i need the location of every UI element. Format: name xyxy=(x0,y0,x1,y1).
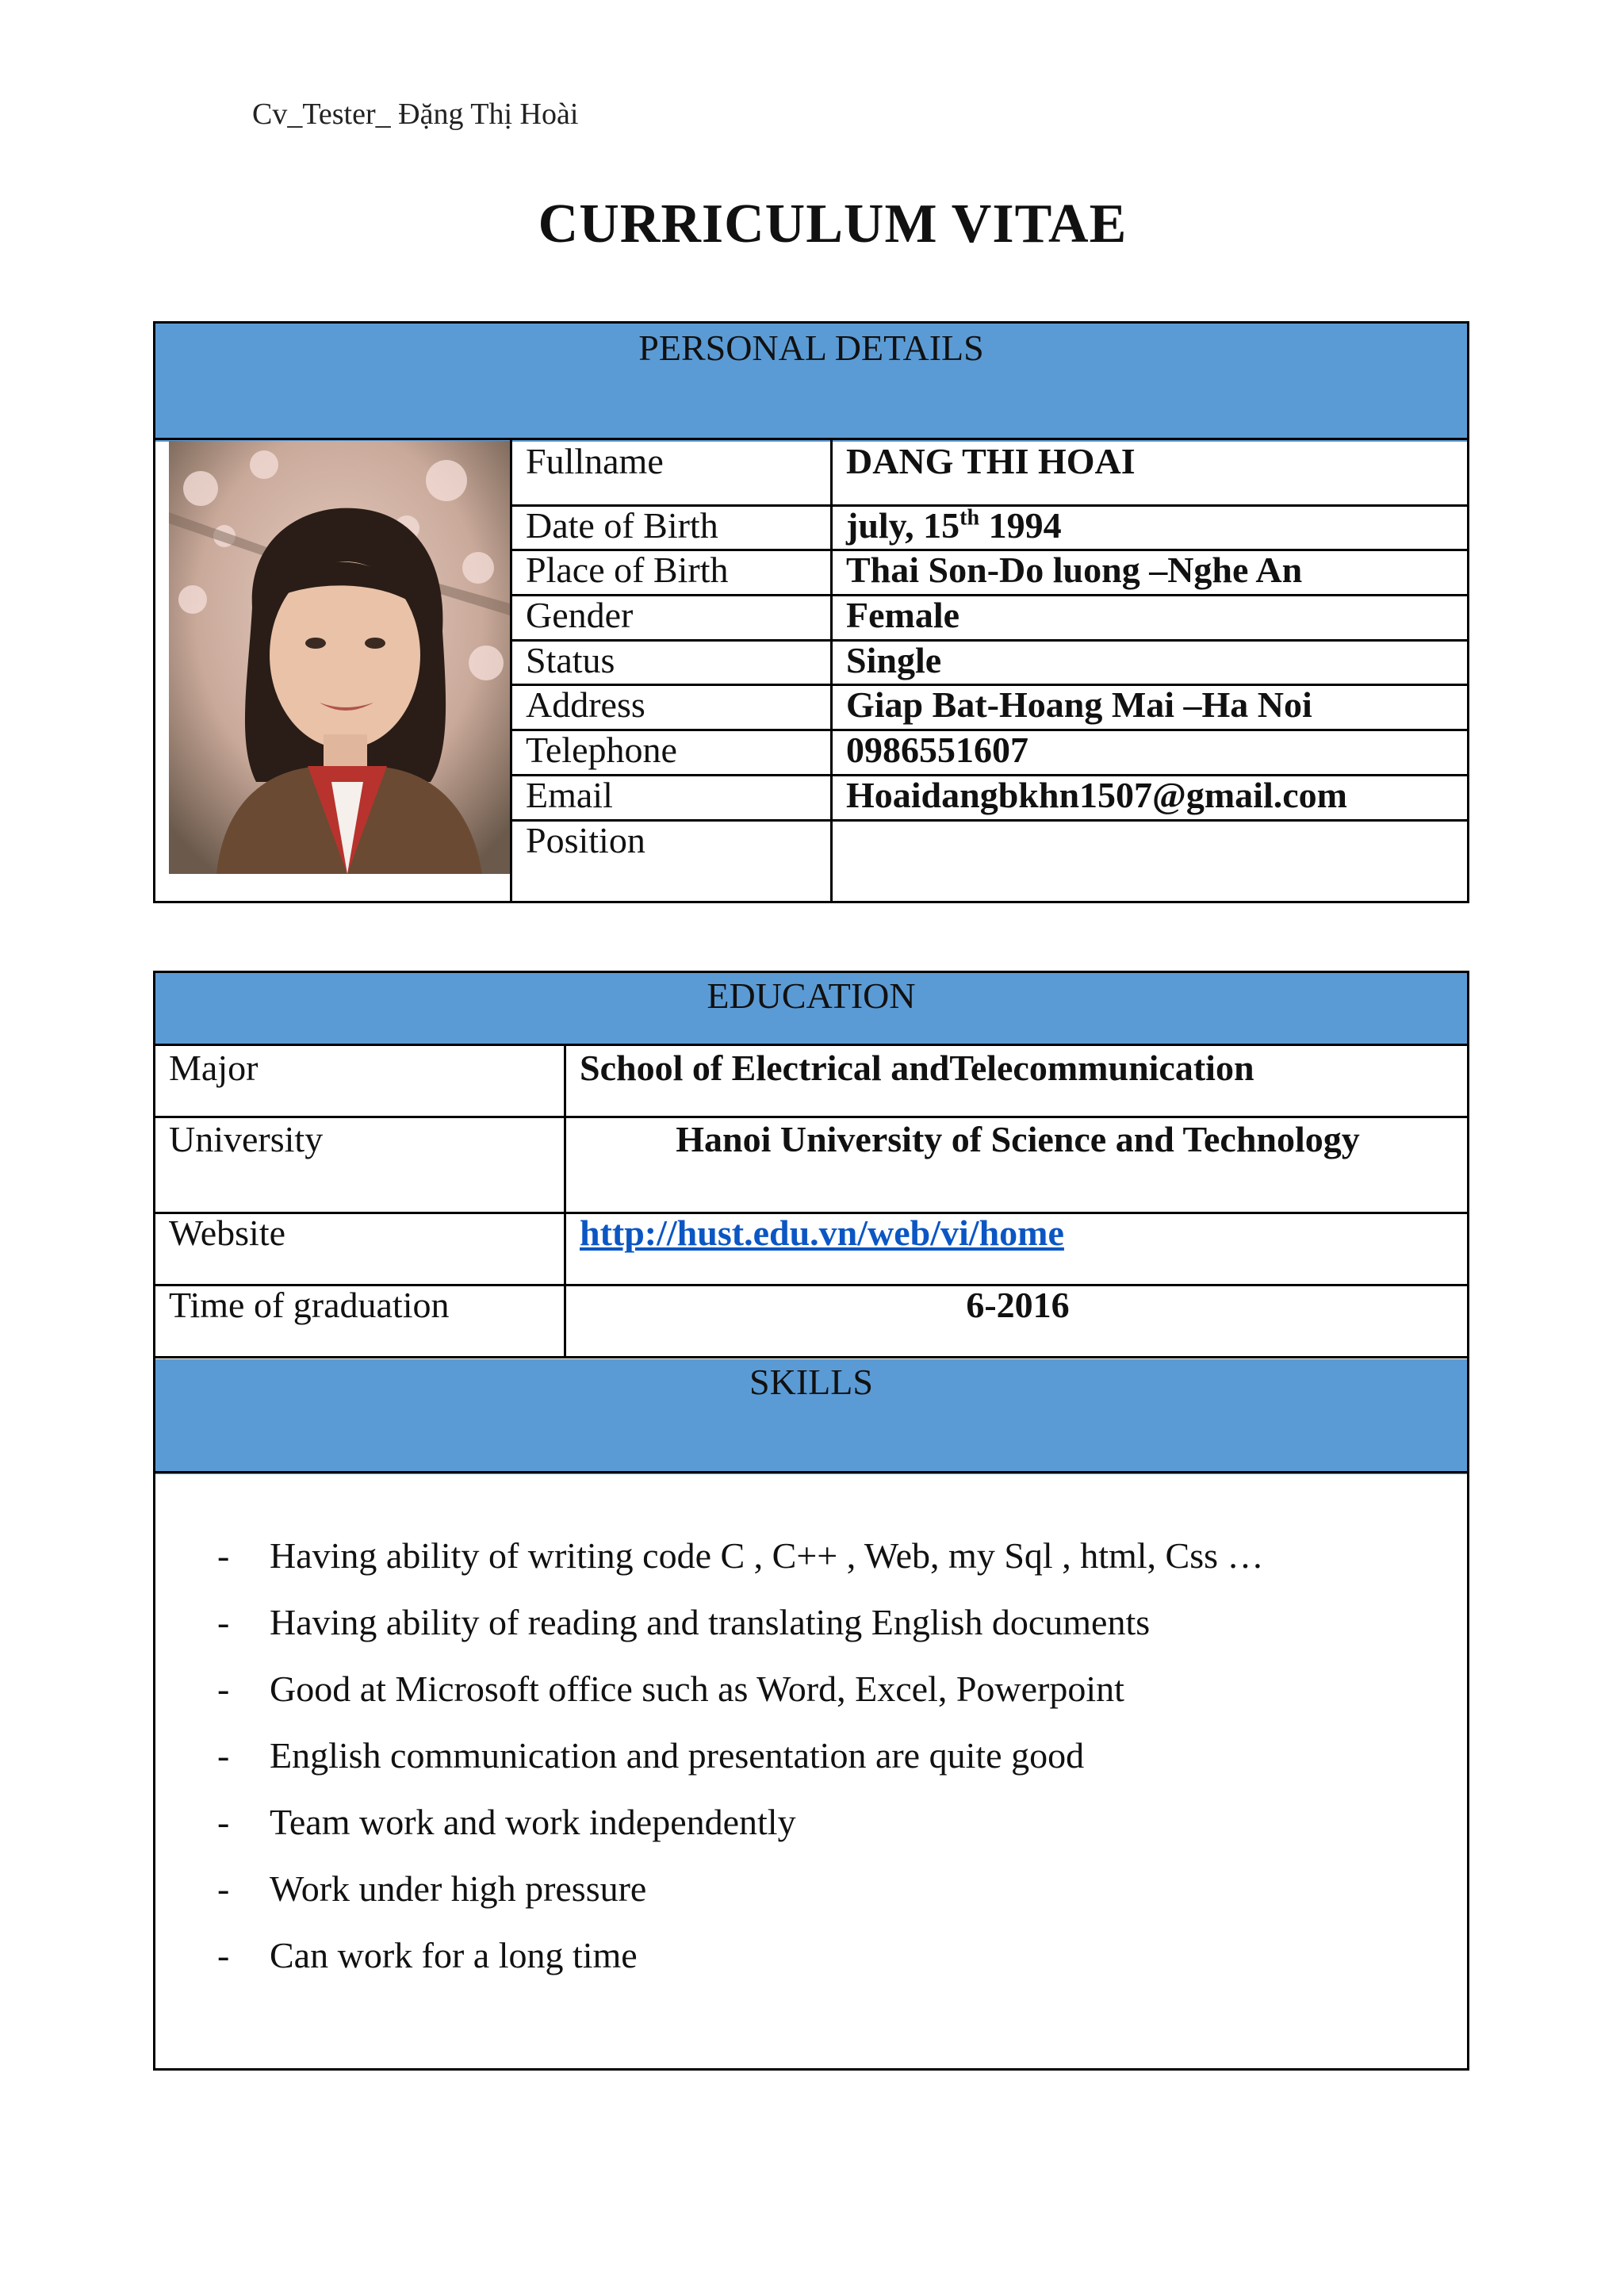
gender-label: Gender xyxy=(526,595,634,635)
dob-value xyxy=(846,504,1062,546)
page-title: CURRICULUM VITAE xyxy=(538,193,1128,255)
bullet-dash: - xyxy=(217,1802,230,1842)
skill-text: Can work for a long time xyxy=(270,1935,638,1975)
list-item xyxy=(213,1523,1264,1589)
education-title: EDUCATION xyxy=(707,975,916,1016)
bullet-dash: - xyxy=(217,1868,230,1909)
address-value: Giap Bat-Hoang Mai –Ha Noi xyxy=(846,684,1312,725)
bullet-dash: - xyxy=(217,1535,230,1576)
bullet-dash: - xyxy=(217,1935,230,1975)
website-label: Website xyxy=(169,1213,286,1253)
list-item xyxy=(213,1589,1264,1656)
education-header xyxy=(155,973,1467,1046)
skill-text: Team work and work independently xyxy=(270,1802,796,1842)
skills-header xyxy=(155,1359,1467,1474)
list-item xyxy=(213,1722,1264,1789)
profile-photo xyxy=(169,441,510,874)
graduation-value: 6-2016 xyxy=(966,1285,1070,1325)
list-item xyxy=(213,1856,1264,1922)
list-item xyxy=(213,1656,1264,1722)
skill-text: Having ability of writing code C , C++ , Web, my Sql , html, Css … xyxy=(270,1535,1264,1576)
dob-label: Date of Birth xyxy=(526,505,718,546)
bullet-dash: - xyxy=(217,1669,230,1709)
skill-text: Good at Microsoft office such as Word, Excel, Powerpoint xyxy=(270,1669,1124,1709)
place-of-birth-value: Thai Son-Do luong –Nghe An xyxy=(846,550,1303,590)
page-header: Cv_Tester_ Đặng Thị Hoài xyxy=(252,98,579,131)
major-value: School of Electrical andTelecommunication xyxy=(580,1048,1254,1088)
dob-value-year: 1994 xyxy=(979,505,1062,546)
skill-text: English communication and presentation are quite good xyxy=(270,1735,1085,1776)
graduation-label: Time of graduation xyxy=(169,1285,450,1325)
website-cell xyxy=(580,1212,1064,1254)
dob-value-sup: th xyxy=(959,505,980,531)
bullet-dash: - xyxy=(217,1602,230,1642)
position-label: Position xyxy=(526,820,645,860)
website-link[interactable]: http://hust.edu.vn/web/vi/home xyxy=(580,1213,1064,1253)
telephone-label: Telephone xyxy=(526,730,677,770)
fullname-value: DANG THI HOAI xyxy=(846,441,1136,481)
personal-details-title: PERSONAL DETAILS xyxy=(638,328,984,368)
university-value: Hanoi University of Science and Technology xyxy=(676,1119,1360,1159)
address-label: Address xyxy=(526,684,645,725)
status-label: Status xyxy=(526,640,615,680)
list-item xyxy=(213,1789,1264,1856)
list-item xyxy=(213,1922,1264,1989)
major-label: Major xyxy=(169,1048,259,1088)
dob-value-main: july, 15 xyxy=(846,505,960,546)
skills-list xyxy=(213,1523,1264,1989)
skill-text: Having ability of reading and translating English documents xyxy=(270,1602,1151,1642)
email-value: Hoaidangbkhn1507@gmail.com xyxy=(846,775,1347,815)
personal-details-header xyxy=(155,324,1467,442)
university-label: University xyxy=(169,1119,324,1159)
place-of-birth-label: Place of Birth xyxy=(526,550,729,590)
bullet-dash: - xyxy=(217,1735,230,1776)
telephone-value: 0986551607 xyxy=(846,730,1028,770)
gender-value: Female xyxy=(846,595,960,635)
email-label: Email xyxy=(526,775,613,815)
skill-text: Work under high pressure xyxy=(270,1868,647,1909)
fullname-label: Fullname xyxy=(526,441,664,481)
status-value: Single xyxy=(846,640,942,680)
skills-title: SKILLS xyxy=(749,1362,873,1402)
